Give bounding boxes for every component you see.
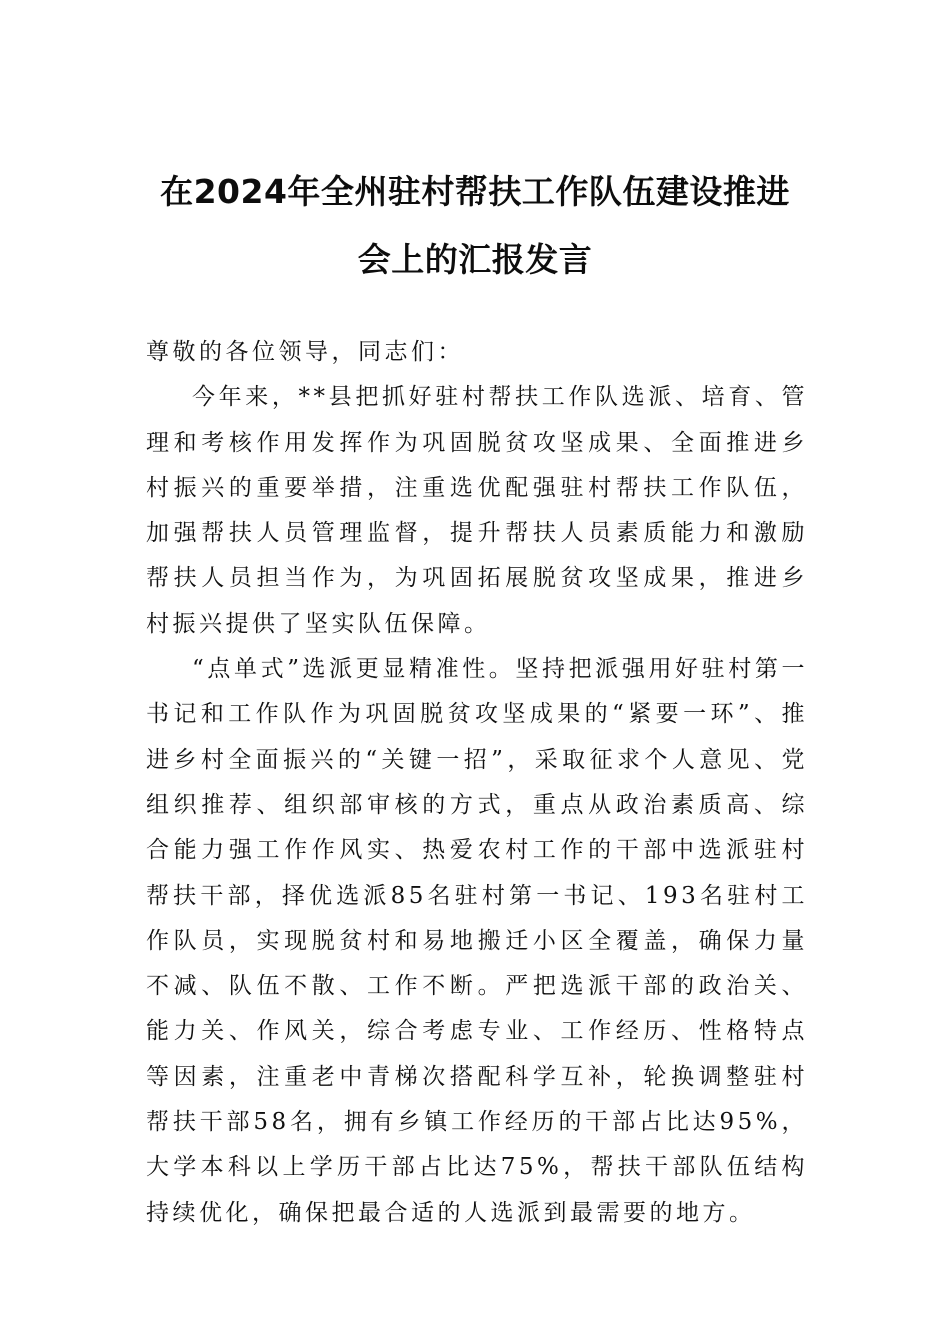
document-title <box>140 158 810 294</box>
salutation: 尊敬的各位领导，同志们： <box>146 339 464 365</box>
title-line-2: 会上的汇报发言 <box>357 240 593 279</box>
title-line-1: 在2024年全州驻村帮扶工作队伍建设推进 <box>160 172 790 211</box>
document-body <box>146 330 808 1236</box>
paragraph-intro: 今年来，**县把抓好驻村帮扶工作队选派、培育、管理和考核作用发挥作为巩固脱贫攻坚成果、全面推进乡村振兴的重要举措，注重选优配强驻村帮扶工作队伍，加强帮扶人员管理监督，提升帮扶人员素质能力和激励帮扶人员担当作为，为巩固拓展脱贫攻坚成果，推进乡村振兴提供了坚实队伍保障。 <box>146 384 808 637</box>
paragraph-selection: “点单式”选派更显精准性。坚持把派强用好驻村第一书记和工作队作为巩固脱贫攻坚成果的“紧要一环”、推进乡村全面振兴的“关键一招”，采取征求个人意见、党组织推荐、组织部审核的方式，重点从政治素质高、综合能力强工作作风实、热爱农村工作的干部中选派驻村帮扶干部，择优选派85名驻村第一书记、193名驻村工作队员，实现脱贫村和易地搬迁小区全覆盖，确保力量不减、队伍不散、工作不断。严把选派干部的政治关、能力关、作风关，综合考虑专业、工作经历、性格特点等因素，注重老中青梯次搭配科学互补，轮换调整驻村帮扶干部58名，拥有乡镇工作经历的干部占比达95%，大学本科以上学历干部占比达75%，帮扶干部队伍结构持续优化，确保把最合适的人选派到最需要的地方。 <box>146 656 808 1226</box>
